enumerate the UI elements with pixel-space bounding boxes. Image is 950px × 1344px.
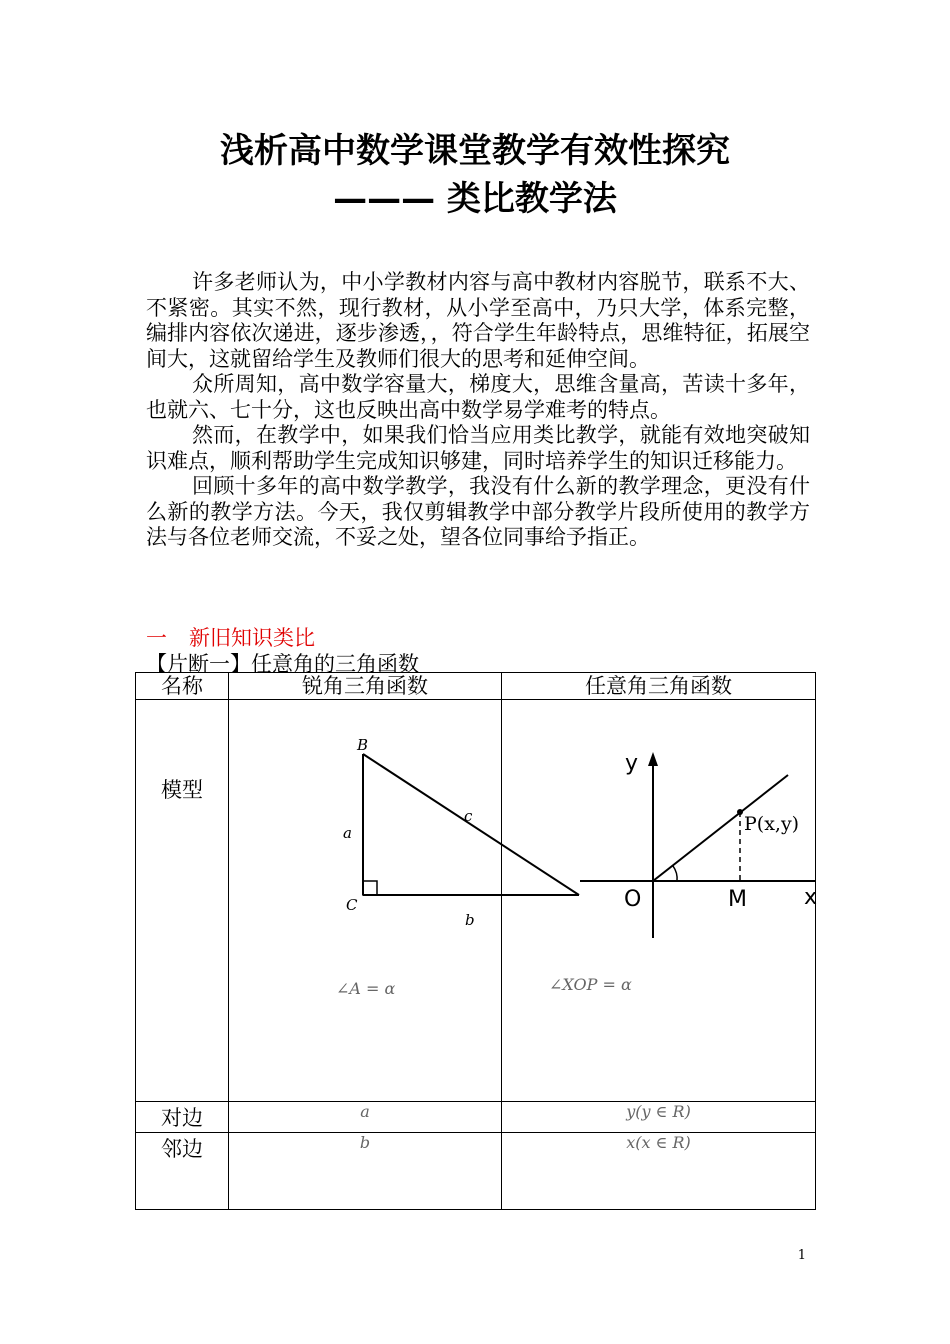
angle-xop-caption: ∠XOP = α [549,975,632,994]
cell-coordinate-figure [502,700,816,1102]
comparison-table [135,672,816,1210]
cell-adjacent-acute: b [229,1133,502,1210]
table-row-adjacent [136,1133,816,1210]
angle-a-caption: ∠A = α [336,979,396,998]
coordinate-diagram [502,700,818,1096]
foot-m-label: M [728,887,747,912]
paragraph-3: 然而，在教学中，如果我们恰当应用类比教学，就能有效地突破知识难点，顺利帮助学生完成知识够建，同时培养学生的知识迁移能力。 [146,423,810,473]
point-p-label: P(x,y) [744,813,800,835]
row-label-adjacent: 邻边 [136,1133,229,1210]
point-p-dot [737,809,743,815]
side-a-label: a [343,824,352,842]
cell-adjacent-any: x(x ∈ R) [502,1133,816,1210]
x-axis-label: x [804,885,818,910]
snippet-title: 【片断一】任意角的三角函数 [146,652,419,676]
y-axis-label: y [625,751,639,776]
row-label-opposite: 对边 [136,1102,229,1133]
side-b-label: b [465,911,475,929]
header-acute: 锐角三角函数 [229,673,502,700]
cell-triangle-figure [229,700,502,1102]
section-title: 新旧知识类比 [189,626,315,650]
y-axis-arrow [648,752,658,766]
cell-opposite-acute: a [229,1102,502,1133]
origin-label: O [624,887,642,912]
table-header-row [136,673,816,700]
body-paragraphs [146,270,810,551]
section-number: 一 [146,626,167,650]
cell-opposite-any: y(y ∈ R) [502,1102,816,1133]
table-row-model [136,700,816,1102]
side-c-label: c [464,807,473,825]
vertex-c-label: C [346,896,358,914]
table-row-opposite [136,1102,816,1133]
page-subtitle: ——— 类比教学法 [333,179,617,219]
paragraph-2: 众所周知，高中数学容量大，梯度大，思维含量高，苦读十多年，也就六、七十分，这也反映出高中数学易学难考的特点。 [146,372,810,422]
header-any-angle: 任意角三角函数 [502,673,816,700]
angle-alpha-arc [673,866,677,881]
triangle-diagram [229,700,501,1096]
vertex-b-label: B [357,736,369,754]
paragraph-4: 回顾十多年的高中数学教学，我没有什么新的教学理念，更没有什么新的教学方法。今天，我仅剪辑教学中部分教学片段所使用的教学方法与各位老师交流，不妥之处，望各位同事给予指正。 [146,474,810,549]
right-angle-mark [363,881,377,895]
header-name: 名称 [136,673,229,700]
page-title: 浅析高中数学课堂教学有效性探究 [220,131,730,171]
row-label-model: 模型 [136,700,229,1102]
paragraph-1: 许多老师认为，中小学教材内容与高中教材内容脱节，联系不大、不紧密。其实不然，现行教材，从小学至高中，乃只大学，体系完整，编排内容依次递进，逐步渗透，，符合学生年龄特点，思维特征，拓展空间大，这就留给学生及教师们很大的思考和延伸空间。 [146,270,810,371]
